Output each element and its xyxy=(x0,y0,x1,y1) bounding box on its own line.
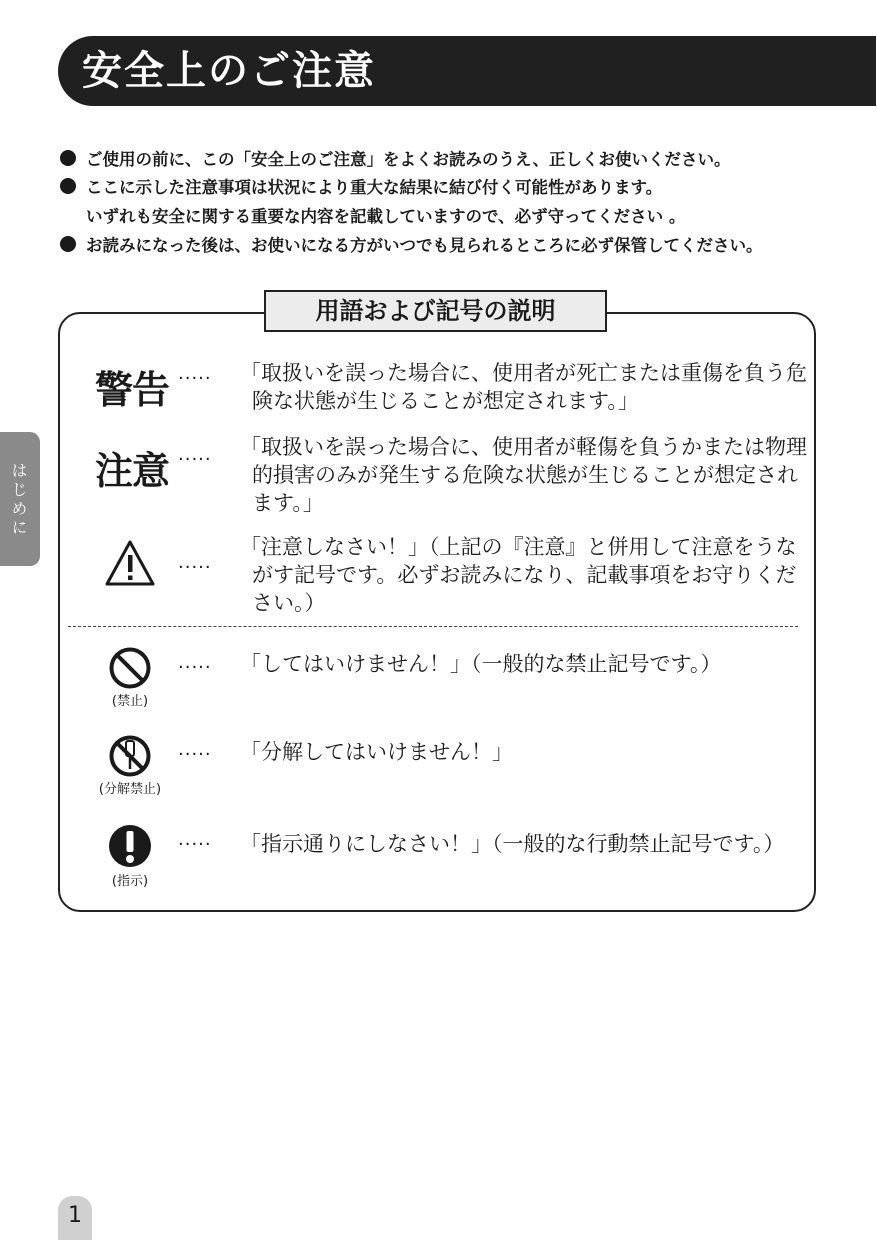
box-heading: 用語および記号の説明 xyxy=(264,290,607,332)
triangle-description xyxy=(240,533,797,617)
triangle-desc-line: がす記号です。必ずお読みになり、記載事項をお守りくだ xyxy=(252,563,797,587)
no-disassembly-description: 「分解してはいけません！」 xyxy=(240,740,513,764)
bullet-text: ここに示した注意事項は状況により重大な結果に結び付く可能性があります。 xyxy=(86,178,663,197)
prohibition-icon xyxy=(108,646,152,690)
caution-desc-line: ます。」 xyxy=(252,491,324,515)
leader-dots: ····· xyxy=(178,834,212,855)
leader-dots: ····· xyxy=(178,744,212,765)
caution-label: 注意 xyxy=(95,449,170,493)
no-disassembly-icon xyxy=(108,734,152,778)
caution-desc-line: 的損害のみが発生する危険な状態が生じることが想定され xyxy=(252,463,798,487)
prohibition-caption: (禁止) xyxy=(111,694,149,709)
leader-dots: ····· xyxy=(178,557,212,578)
bullet-dot-icon xyxy=(60,178,76,194)
bullet-text: お読みになった後は、お使いになる方がいつでも見られるところに必ず保管してください。 xyxy=(86,236,763,255)
bullet-dot-icon xyxy=(60,150,76,166)
side-tab-label: はじめに xyxy=(9,462,28,538)
triangle-desc-line: 「注意しなさい！」（上記の『注意』と併用して注意をうな xyxy=(240,535,797,559)
page-title: 安全上のご注意 xyxy=(82,48,376,94)
caution-desc-line: 「取扱いを誤った場合に、使用者が軽傷を負うかまたは物理 xyxy=(240,435,807,459)
no-disassembly-caption: (分解禁止) xyxy=(98,782,162,797)
triangle-desc-line: さい。） xyxy=(252,591,326,615)
dashed-divider xyxy=(68,626,798,627)
warning-desc-line: 「取扱いを誤った場合に、使用者が死亡または重傷を負う危 xyxy=(240,361,807,385)
warning-triangle-icon xyxy=(104,538,156,588)
caution-description xyxy=(240,433,807,517)
warning-label: 警告 xyxy=(95,368,170,412)
leader-dots: ····· xyxy=(178,368,212,389)
bullet-text: ご使用の前に、この「安全上のご注意」をよくお読みのうえ、正しくお使いください。 xyxy=(86,150,731,169)
bullet-text: いずれも安全に関する重要な内容を記載していますので、必ず守ってください 。 xyxy=(86,207,686,226)
warning-desc-line: 険な状態が生じることが想定されます。」 xyxy=(252,389,639,413)
prohibition-description: 「してはいけません！」（一般的な禁止記号です。） xyxy=(240,652,722,676)
leader-dots: ····· xyxy=(178,449,212,470)
bullet-dot-icon xyxy=(60,236,76,252)
mandatory-action-icon xyxy=(107,823,153,869)
page-number: 1 xyxy=(68,1203,82,1228)
leader-dots: ····· xyxy=(178,657,212,678)
mandatory-action-description: 「指示通りにしなさい！」（一般的な行動禁止記号です。） xyxy=(240,832,785,856)
mandatory-action-caption: (指示) xyxy=(111,874,149,889)
warning-description xyxy=(240,359,807,415)
